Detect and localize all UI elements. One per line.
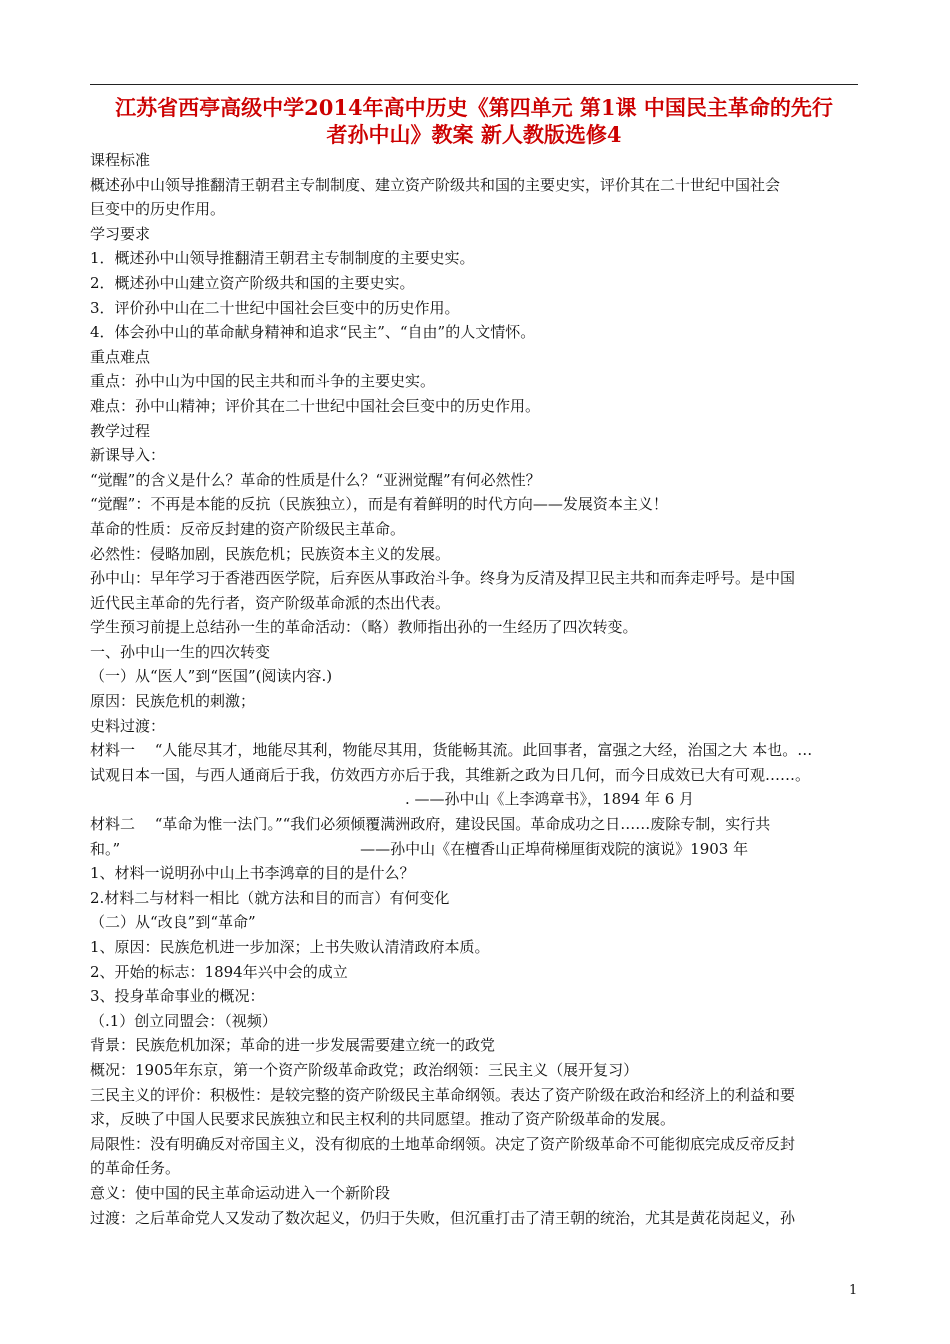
page-number: 1 bbox=[849, 1283, 858, 1298]
text-line: （一）从“医人”到“医国”(阅读内容.) bbox=[90, 667, 333, 686]
text-line: 概述孙中山领导推翻清王朝君主专制制度、建立资产阶级共和国的主要史实，评价其在二十世纪中国社会 bbox=[90, 175, 781, 194]
text-line: （.1）创立同盟会：（视频） bbox=[90, 1011, 277, 1030]
text-line: 巨变中的历史作用。 bbox=[90, 200, 226, 219]
text-line: 难点：孙中山精神；评价其在二十世纪中国社会巨变中的历史作用。 bbox=[90, 396, 541, 415]
text-line: 1、原因：民族危机进一步加深；上书失败认清清政府本质。 bbox=[90, 938, 490, 956]
text-line: 过渡：之后革命党人又发动了数次起义，仍归于失败，但沉重打击了清王朝的统治，尤其是黄花岗起义，孙 bbox=[90, 1208, 796, 1227]
title-line-1: 江苏省西亭高级中学2014年高中历史《第四单元 第1课 中国民主革命的先行 bbox=[115, 95, 833, 120]
text-line: 3、投身革命事业的概况： bbox=[90, 987, 265, 1006]
text-line: 原因：民族危机的刺激； bbox=[90, 692, 256, 711]
text-line: 学习要求 bbox=[90, 224, 151, 243]
text-line: 背景：民族危机加深；革命的进一步发展需要建立统一的政党 bbox=[90, 1036, 496, 1055]
document-body bbox=[90, 148, 866, 1230]
text-line: 1、材料一说明孙中山上书李鸿章的目的是什么？ bbox=[90, 864, 415, 883]
text-line: 重点难点 bbox=[90, 347, 151, 366]
text-line: . ——孙中山《上李鸿章书》，1894 年 6 月 bbox=[90, 790, 695, 809]
text-line: 局限性：没有明确反对帝国主义，没有彻底的土地革命纲领。决定了资产阶级革命不可能彻底完成反帝反封 bbox=[90, 1134, 796, 1153]
text-line: 教学过程 bbox=[90, 421, 151, 440]
header-rule bbox=[90, 84, 858, 85]
text-line: 革命的性质：反帝反封建的资产阶级民主革命。 bbox=[90, 519, 406, 538]
text-line: （二）从“改良”到“革命” bbox=[90, 913, 256, 932]
text-line: 2、开始的标志：1894年兴中会的成立 bbox=[90, 962, 348, 981]
text-line: 4．体会孙中山的革命献身精神和追求“民主”、“自由”的人文情怀。 bbox=[90, 323, 536, 342]
text-line: 试观日本一国，与西人通商后于我，仿效西方亦后于我，其维新之政为日几何，而今日成效已大有可观……。 bbox=[90, 765, 811, 784]
text-line: “觉醒”：不再是本能的反抗（民族独立），而是有着鲜明的时代方向——发展资本主义！ bbox=[90, 495, 668, 514]
text-line: 孙中山：早年学习于香港西医学院，后弃医从事政治斗争。终身为反清及捍卫民主共和而奔走呼号。是中国 bbox=[90, 569, 796, 588]
text-line: 2．概述孙中山建立资产阶级共和国的主要史实。 bbox=[90, 273, 415, 292]
text-line: 课程标准 bbox=[90, 151, 151, 169]
text-line: 求，反映了中国人民要求民族独立和民主权利的共同愿望。推动了资产阶级革命的发展。 bbox=[90, 1110, 676, 1129]
text-line: 1．概述孙中山领导推翻清王朝君主专制制度的主要史实。 bbox=[90, 249, 475, 268]
document-title bbox=[90, 94, 858, 148]
text-line: 3．评价孙中山在二十世纪中国社会巨变中的历史作用。 bbox=[90, 298, 460, 317]
text-line: 概况：1905年东京，第一个资产阶级革命政党；政治纲领：三民主义（展开复习） bbox=[90, 1060, 639, 1079]
text-line: 三民主义的评价：积极性：是较完整的资产阶级民主革命纲领。表达了资产阶级在政治和经济上的利益和要 bbox=[90, 1085, 796, 1104]
title-line-2: 者孙中山》教案 新人教版选修4 bbox=[326, 122, 622, 147]
text-line: 学生预习前提上总结孙一生的革命活动：（略）教师指出孙的一生经历了四次转变。 bbox=[90, 618, 638, 637]
text-line: 意义：使中国的民主革命运动进入一个新阶段 bbox=[90, 1183, 391, 1202]
text-line: 近代民主革命的先行者，资产阶级革命派的杰出代表。 bbox=[90, 593, 451, 612]
text-line: 史料过渡： bbox=[90, 716, 166, 735]
text-line: 材料一 “人能尽其才，地能尽其利，物能尽其用，货能畅其流。此回事者，富强之大经，治国之大 本也。… bbox=[90, 741, 813, 760]
text-line: 的革命任务。 bbox=[90, 1159, 181, 1178]
text-line: 2.材料二与材料一相比（就方法和目的而言）有何变化 bbox=[90, 888, 450, 907]
text-line: 一、孙中山一生的四次转变 bbox=[90, 642, 271, 661]
text-line: 重点：孙中山为中国的民主共和而斗争的主要史实。 bbox=[90, 372, 436, 391]
text-line: 材料二 “革命为惟一法门。”“我们必须倾覆满洲政府，建设民国。革命成功之日……废除专制，实行共 bbox=[90, 815, 771, 834]
text-line: 必然性：侵略加剧，民族危机；民族资本主义的发展。 bbox=[90, 544, 451, 563]
text-line: “觉醒”的含义是什么？革命的性质是什么？“亚洲觉醒”有何必然性？ bbox=[90, 470, 541, 489]
text-line: 和。” ——孙中山《在檀香山正埠荷梯厘街戏院的演说》1903 年 bbox=[90, 839, 749, 858]
text-line: 新课导入： bbox=[90, 446, 166, 465]
